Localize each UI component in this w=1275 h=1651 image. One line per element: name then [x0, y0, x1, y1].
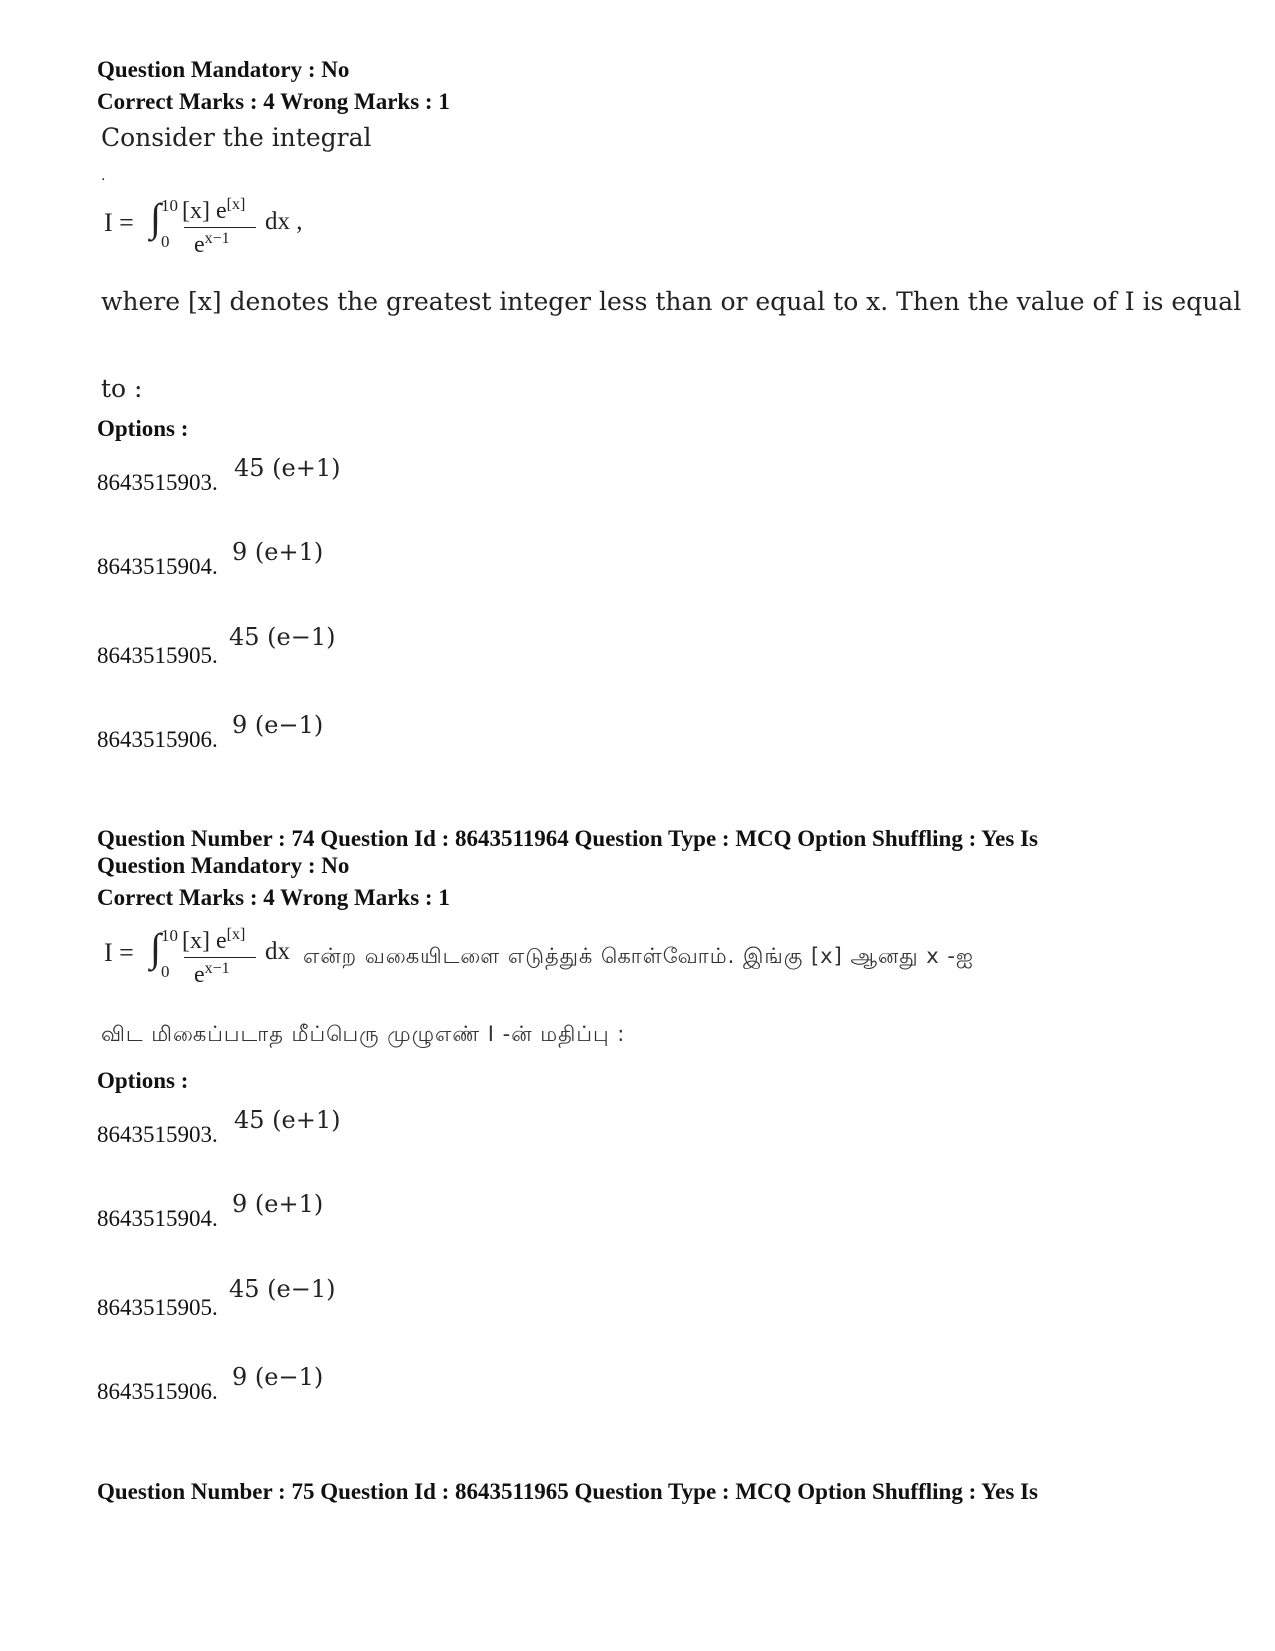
formula-lhs: I =: [104, 938, 134, 967]
integral-formula: [104, 192, 364, 262]
question-text-line: where [x] denotes the greatest integer less than or equal to x. Then the value of I is equal: [101, 287, 1242, 316]
option-id: 8643515905.: [97, 1295, 218, 1320]
option-value: 9 (e+1): [232, 538, 324, 566]
option-id: 8643515904.: [97, 1206, 218, 1231]
question-marks: Correct Marks : 4 Wrong Marks : 1: [97, 89, 450, 114]
options-label: Options :: [97, 1068, 189, 1093]
denominator: $e^{x-1}$: [194, 960, 230, 988]
fraction-bar: [184, 227, 256, 228]
question-mandatory: Question Mandatory : No: [97, 57, 350, 82]
integral-formula: [104, 922, 304, 992]
question-text-end: to :: [101, 374, 143, 403]
question-intro: Consider the integral: [101, 123, 372, 152]
denominator: $e^{x-1}$: [194, 230, 230, 258]
integral-sign: ∫: [150, 195, 161, 240]
integral-sign: ∫: [150, 925, 161, 970]
formula-dx: dx ,: [265, 208, 303, 235]
option-id: 8643515906.: [97, 727, 218, 752]
question-marks: Correct Marks : 4 Wrong Marks : 1: [97, 885, 450, 910]
option-value: 45 (e+1): [234, 454, 341, 482]
question-mandatory: Question Mandatory : No: [97, 853, 350, 878]
options-label: Options :: [97, 416, 189, 441]
formula-lhs: I =: [104, 208, 134, 237]
integral-lower-limit: 0: [161, 962, 170, 981]
option-id: 8643515903.: [97, 1122, 218, 1147]
option-id: 8643515905.: [97, 643, 218, 668]
numerator: [x] e[x]: [182, 926, 246, 954]
numerator: [x] e[x]: [182, 196, 246, 224]
option-id: 8643515906.: [97, 1379, 218, 1404]
integral-upper-limit: 10: [161, 926, 178, 945]
tamil-question-line: என்ற வகையிடளை எடுத்துக் கொள்வோம். இங்கு [x] ஆனது x -ஐ: [303, 944, 974, 968]
option-id: 8643515903.: [97, 470, 218, 495]
option-value: 45 (e−1): [229, 623, 336, 651]
integral-lower-limit: 0: [161, 232, 170, 251]
option-id: 8643515904.: [97, 554, 218, 579]
option-value: 45 (e+1): [234, 1106, 341, 1134]
integral-upper-limit: 10: [161, 196, 178, 215]
option-value: 9 (e−1): [232, 1363, 324, 1391]
fraction-bar: [184, 957, 256, 958]
option-value: 9 (e−1): [232, 711, 324, 739]
option-value: 45 (e−1): [229, 1275, 336, 1303]
question-header: Question Number : 75 Question Id : 8643511965 Question Type : MCQ Option Shuffling : Yes Is: [97, 1479, 1038, 1504]
question-header: Question Number : 74 Question Id : 8643511964 Question Type : MCQ Option Shuffling : Yes Is: [97, 826, 1038, 851]
option-value: 9 (e+1): [232, 1190, 324, 1218]
tamil-question-line: விட மிகைப்படாத மீப்பெரு முழுஎண் I -ன் மதிப்பு :: [101, 1022, 626, 1046]
stray-dot: .: [101, 168, 106, 184]
formula-dx: dx: [265, 938, 290, 965]
